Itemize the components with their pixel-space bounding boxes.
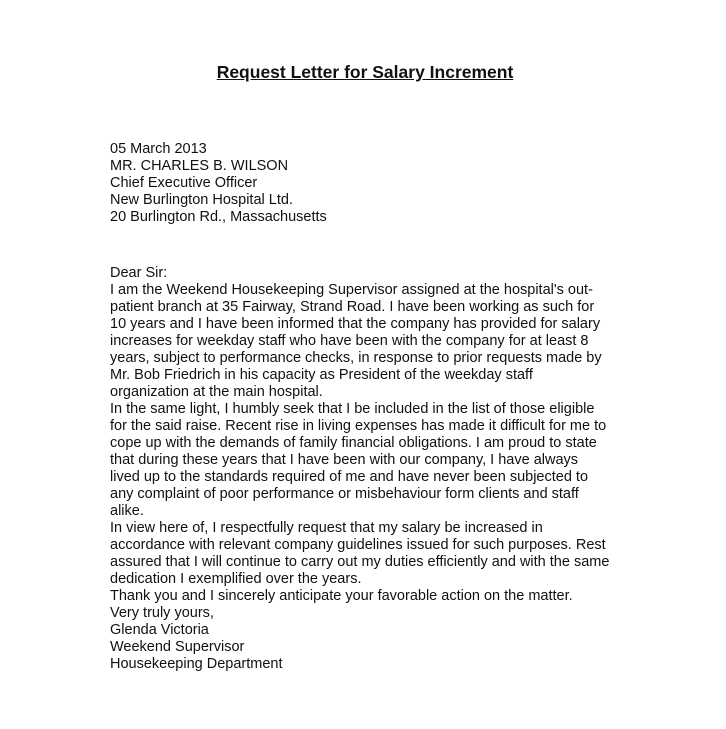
body-line: years, subject to performance checks, in response to prior requests made by xyxy=(110,350,602,366)
body-line: dedication I exemplified over the years. xyxy=(110,571,362,587)
body-line: organization at the main hospital. xyxy=(110,384,323,400)
salutation: Dear Sir: xyxy=(110,265,168,281)
body-line: In view here of, I respectfully request that my salary be increased in xyxy=(110,520,543,536)
recipient-address: 20 Burlington Rd., Massachusetts xyxy=(110,209,327,225)
body-line: increases for weekday staff who have been with the company for at least 8 xyxy=(110,333,589,349)
signatory-department: Housekeeping Department xyxy=(110,656,283,672)
date-and-recipient-block xyxy=(110,141,630,226)
body-line: assured that I will continue to carry out my duties efficiently and with the same xyxy=(110,554,610,570)
body-line: In the same light, I humbly seek that I be included in the list of those eligible xyxy=(110,401,595,417)
letter-body xyxy=(110,265,630,673)
signatory-name: Glenda Victoria xyxy=(110,622,209,638)
body-line: accordance with relevant company guidelines issued for such purposes. Rest xyxy=(110,537,606,553)
letter-date: 05 March 2013 xyxy=(110,141,207,157)
recipient-organization: New Burlington Hospital Ltd. xyxy=(110,192,293,208)
body-line: lived up to the standards required of me and have never been subjected to xyxy=(110,469,589,485)
body-line: I am the Weekend Housekeeping Supervisor assigned at the hospital's out- xyxy=(110,282,593,298)
body-line: cope up with the demands of family financial obligations. I am proud to state xyxy=(110,435,597,451)
body-line: 10 years and I have been informed that the company has provided for salary xyxy=(110,316,601,332)
body-line: that during these years that I have been with our company, I have always xyxy=(110,452,579,468)
body-line: alike. xyxy=(110,503,144,519)
recipient-name: MR. CHARLES B. WILSON xyxy=(110,158,289,174)
body-line: any complaint of poor performance or misbehaviour form clients and staff xyxy=(110,486,579,502)
letter-title: Request Letter for Salary Increment xyxy=(216,62,514,82)
closing: Very truly yours, xyxy=(110,605,214,621)
body-line: for the said raise. Recent rise in living expenses has made it difficult for me to xyxy=(110,418,607,434)
signatory-title: Weekend Supervisor xyxy=(110,639,245,655)
recipient-title: Chief Executive Officer xyxy=(110,175,258,191)
body-line: Thank you and I sincerely anticipate your favorable action on the matter. xyxy=(110,588,573,604)
body-line: Mr. Bob Friedrich in his capacity as President of the weekday staff xyxy=(110,367,533,383)
body-line: patient branch at 35 Fairway, Strand Road. I have been working as such for xyxy=(110,299,595,315)
